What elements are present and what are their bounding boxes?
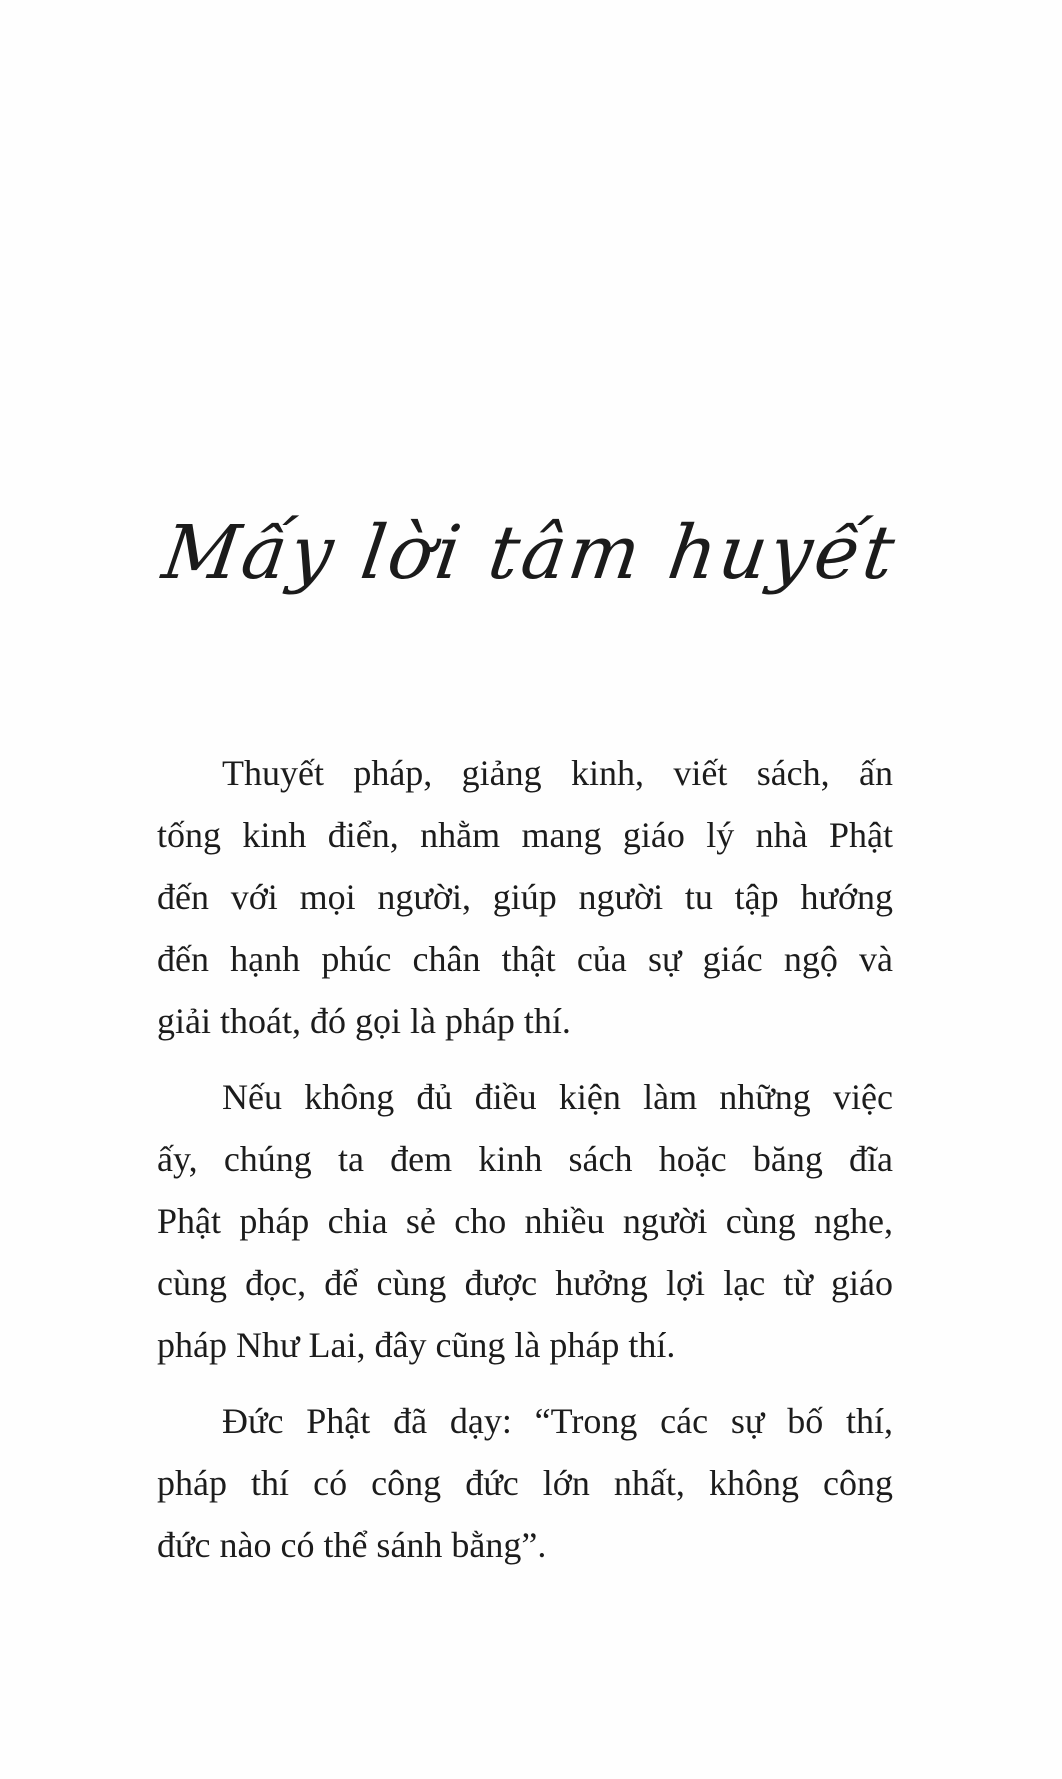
text-line: pháp thí có công đức lớn nhất, không công	[157, 1463, 893, 1503]
text-line: Đức Phật đã dạy: “Trong các sự bố thí,	[222, 1401, 893, 1441]
text-line: Phật pháp chia sẻ cho nhiều người cùng nghe,	[157, 1201, 893, 1241]
text-line: Thuyết pháp, giảng kinh, viết sách, ấn	[222, 753, 893, 793]
text-line: đến hạnh phúc chân thật của sự giác ngộ và	[157, 939, 893, 979]
text-line: pháp Như Lai, đây cũng là pháp thí.	[157, 1325, 676, 1365]
chapter-title: Mấy lời tâm huyết	[157, 510, 903, 596]
paragraph	[157, 742, 893, 1052]
text-line: tống kinh điển, nhằm mang giáo lý nhà Phật	[157, 815, 893, 855]
text-line: ấy, chúng ta đem kinh sách hoặc băng đĩa	[157, 1139, 893, 1179]
text-line: đức nào có thể sánh bằng”.	[157, 1525, 547, 1565]
text-line: giải thoát, đó gọi là pháp thí.	[157, 1001, 571, 1041]
text-line: cùng đọc, để cùng được hưởng lợi lạc từ giáo	[157, 1263, 893, 1303]
paragraph	[157, 1066, 893, 1376]
paragraph	[157, 1390, 893, 1576]
text-body	[157, 742, 893, 1576]
text-line: đến với mọi người, giúp người tu tập hướng	[157, 877, 893, 917]
text-line: Nếu không đủ điều kiện làm những việc	[222, 1077, 893, 1117]
